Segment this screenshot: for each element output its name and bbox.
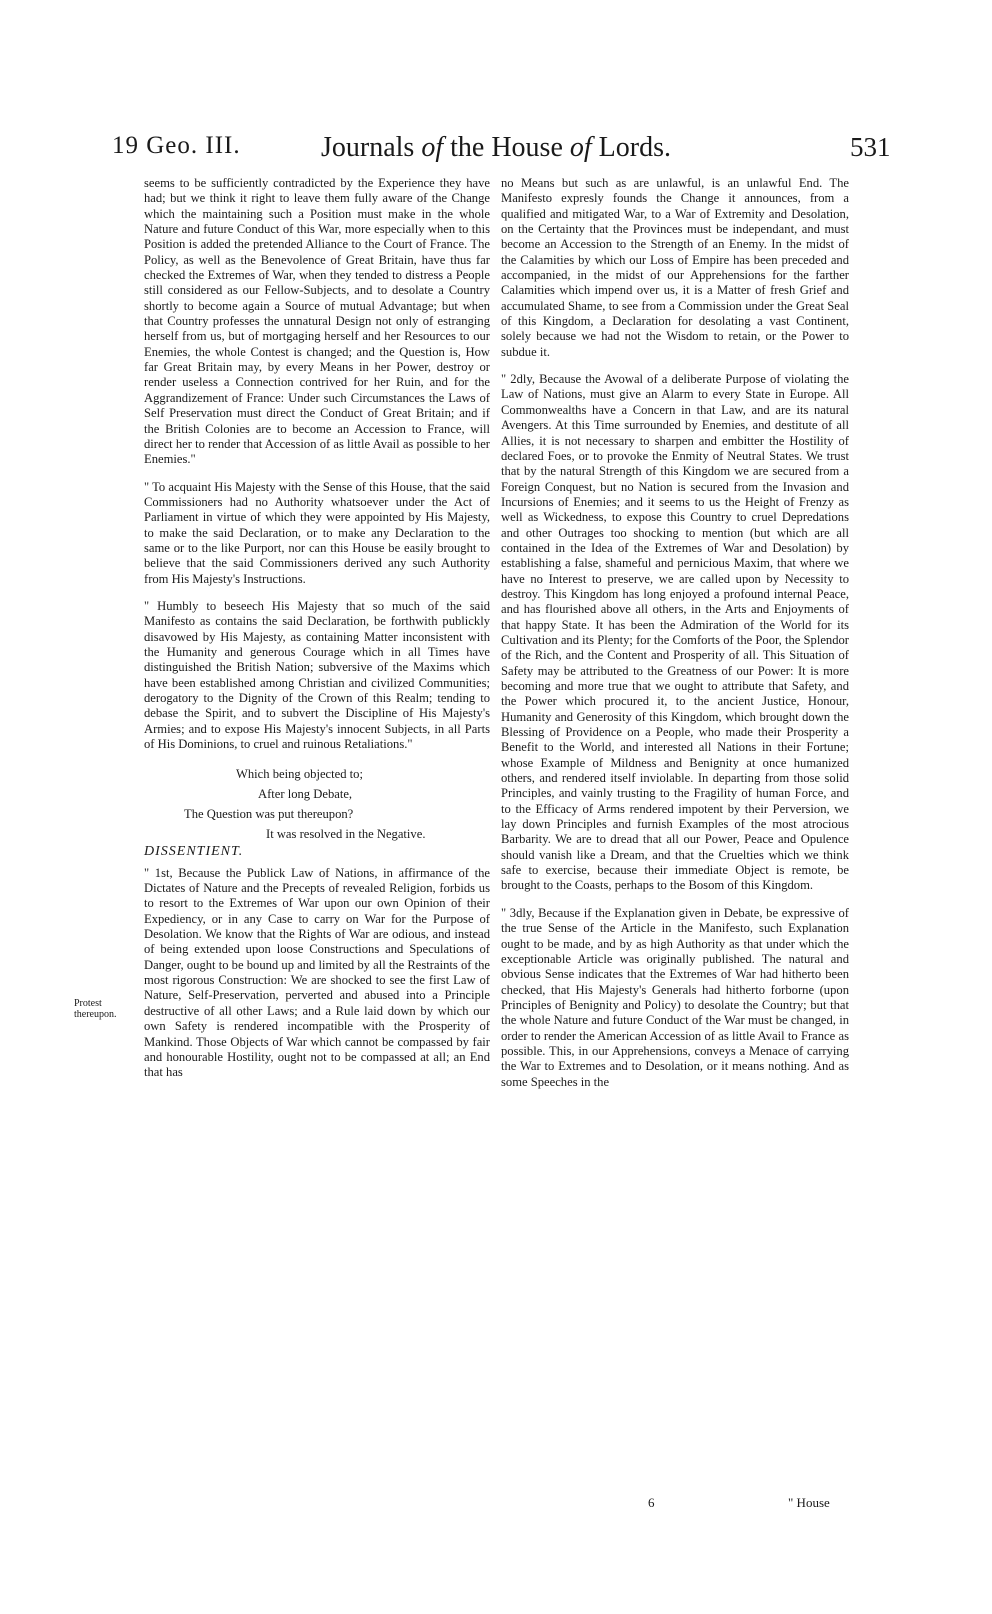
resolution-question: The Question was put thereupon? [184, 807, 354, 822]
regnal-year: 19 Geo. III. [112, 132, 241, 159]
title-of: of [421, 132, 444, 163]
left-paragraph-1: seems to be sufficiently contradicted by the Experience they have had; but we think it right to leave them fully aware of the Change which the maintaining such a Position must make in the whole Nature and future Conduct of this War, more especially when to this Position is added the pretended Alliance to the Court of France. The Policy, as well as the Benevolence of Great Britain, have thus far checked the Extremes of War, when they tended to distress a People still considered as our Fellow-Subjects, and to desolate a Country shortly to become again a Source of mutual Advantage; but when that Country professes the unnatural Design not only of estranging herself from us, but of mortgaging herself and her Resources to our Enemies, the whole Contest is changed; and the Question is, How far Great Britain may, by every Means in her Power, destroy or render useless a Connection contrived for her Ruin, and for the Aggrandizement of France: Under such Circumstances the Laws of Self Preservation must direct the Conduct of Great Britain; and if the British Colonies are to become an Accession to France, will direct her to render that Accession of as little Avail as possible to her Enemies." [144, 176, 490, 467]
resolution-debate: After long Debate, [258, 787, 353, 802]
right-paragraph-3: " 3dly, Because if the Explanation given in Debate, be expressive of the true Sense of the Article in the Manifesto, such Explanation ought to be made, and by as high Authority as that under which the exceptionable Article was originally published. The natural and obvious Sense indicates that the Extremes of War had hitherto been checked, that His Majesty's Generals had hitherto forborne (upon Principles of Benignity and Policy) to desolate the Country; but that the whole Nature and future Conduct of the War must be changed, in order to render the American Accession of as little Avail to France as possible. This, in our Apprehensions, conveys a Menace of carrying the War to Extremes and to Desolation, or it means nothing. And as some Speeches in the [501, 905, 849, 1089]
title-journals: Journals [321, 132, 422, 163]
title-house: House [491, 132, 570, 163]
resolution-objected: Which being objected to; [236, 767, 363, 782]
left-paragraph-3: " Humbly to beseech His Majesty that so much of the said Manifesto as contains the said Declaration, be forthwith publickly disavowed by His Majesty, as containing Matter inconsistent with the Humanity and generous Courage which in all Times have distinguished the British Nation; subversive of the Maxims which have been established among Christian and civilized Communities; derogatory to the Dignity of the Crown of this Realm; tending to debase the Spirit, and to subvert the Discipline of His Majesty's Armies; and to expose His Majesty's innocent Subjects, in all Parts of His Dominions, to cruel and ruinous Retaliations." [144, 598, 490, 752]
running-header [0, 132, 992, 172]
dissentient-heading: DISSENTIENT. [144, 844, 244, 860]
right-column [501, 176, 849, 1090]
right-paragraph-2: " 2dly, Because the Avowal of a deliberate Purpose of violating the Law of Nations, must give an Alarm to every State in Europe. All Commonwealths have a Concern in that Law, and are its natural Avengers. At this Time surrounded by Enemies, and destitute of all Allies, it is not necessary to sharpen and embitter the Hostility of declared Foes, or to provoke the Enmity of Neutral States. We trust that by the natural Strength of this Kingdom we are secured from a Foreign Conquest, but no Nation is secured from the Invasion and Incursions of Enemies; and it seems to us the Height of Frenzy as well as Wickedness, to expose this Country to cruel Depredations and other Outrages too shocking to mention (but which are all contained in the Idea of the Extremes of War and Desolation) by establishing a false, shameful and pernicious Maxim, that where we have no Interest to preserve, we are called upon by Necessity to destroy. This Kingdom has long enjoyed a profound internal Peace, and has flourished above all others, in the Arts and Enjoyments of that happy State. It has been the Admiration of the World for its Cultivation and its Plenty; for the Comforts of the Poor, the Splendor of the Rich, and the Content and Prosperity of all. This Situation of Safety may be attributed to the Greatness of our Power: It is more becoming and more true that we ought to attribute that Safety, and the Power which procured it, to the ancient Justice, Honour, Humanity and Generosity of this Kingdom, which brought down the Blessing of Providence on a People, who made their Prosperity a Benefit to the World, and interested all Nations in their Fortune; whose Example of Mildness and Benignity at once humanized others, and rendered itself inviolable. In departing from those solid Principles, and vainly trusting to the Fragility of human Force, and to the Efficacy of Arms rendered impotent by their Perversion, we lay down Principles and furnish Examples of the most atrocious Barbarity. We are to dread that all our Power, Peace and Opulence should vanish like a Dream, and that the Cruelties which we think safe to exercise, because their immediate Object is remote, be brought to the Coasts, perhaps to the Bosom of this Kingdom. [501, 372, 849, 893]
page-number: 531 [850, 132, 891, 162]
title-of-2: of [569, 132, 592, 163]
title-lords: Lords. [591, 132, 671, 163]
resolution-negative: It was resolved in the Negative. [266, 827, 426, 842]
margin-note: Protest thereupon. [74, 998, 117, 1020]
right-paragraph-1: no Means but such as are unlawful, is an unlawful End. The Manifesto expresly founds the Change it announces, from a qualified and mitigated War, to a War of Extremity and Desolation, on the Certainty that the Provinces must be independant, and must become an Accession to the Strength of an Enemy. In the midst of the Calamities by which our Loss of Empire has been preceded and accompanied, in the midst of our Apprehensions for the farther Calamities which impend over us, it is a Matter of fresh Grief and accumulated Shame, to see from a Commission under the Great Seal of this Kingdom, a Declaration for desolating a vast Continent, solely because we had not the Wisdom to retain, or the Power to subdue it. [501, 176, 849, 359]
resolution-block [144, 764, 490, 844]
catchword: " House [788, 1495, 830, 1510]
signature-mark: 6 [648, 1495, 655, 1510]
title-the: the [443, 132, 492, 163]
left-paragraph-4: " 1st, Because the Publick Law of Nations, in affirmance of the Dictates of Nature and the Precepts of revealed Religion, forbids us to resort to the Extremes of War upon our own Opinion of their Expediency, or in any Case to carry on War for the Purpose of Desolation. We know that the Rights of War are odious, and instead of being extended upon loose Constructions and Speculations of Danger, ought to be bound up and limited by all the Restraints of the most rigorous Construction: We are shocked to see the first Law of Nature, Self-Preservation, perverted and abused into a Principle destructive of all other Laws; and a Rule laid down by which our own Safety is rendered incompatible with the Prosperity of Mankind. Those Objects of War which cannot be compassed by fair and honourable Hostility, ought not to be compassed at all; an End that has [144, 865, 490, 1080]
left-column [144, 176, 490, 1081]
left-paragraph-2: " To acquaint His Majesty with the Sense of this House, that the said Commissioners had no Authority whatsoever under the Act of Parliament in virtue of which they were appointed by His Majesty, to make the said Declaration, or to make any Declaration to the same or to the like Purport, nor can this House be easily brought to believe that the said Commissioners derived any such Authority from His Majesty's Instructions. [144, 479, 490, 586]
journal-title [0, 132, 992, 164]
